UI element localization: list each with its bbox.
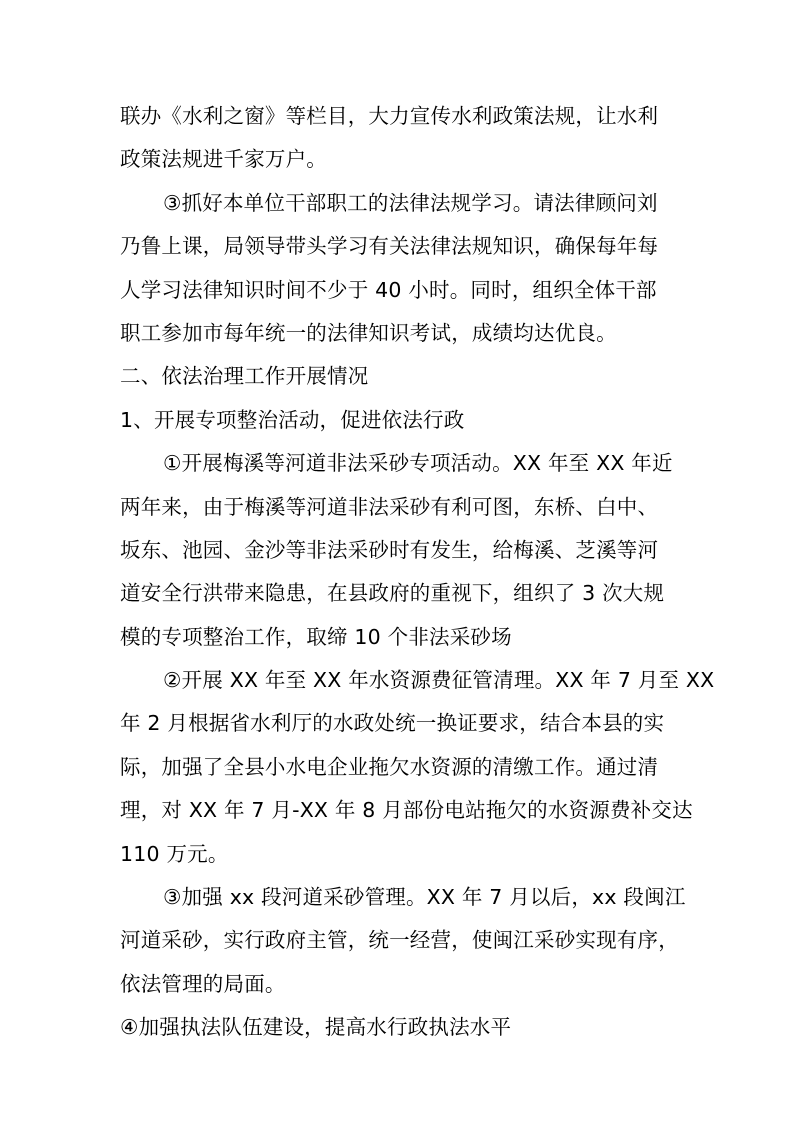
text-line: 联办《水利之窗》等栏目，大力宣传水利政策法规，让水利	[120, 104, 659, 128]
text-line: 理，对 XX 年 7 月-XX 年 8 月部份电站拖欠的水资源费补交达	[120, 798, 693, 823]
text-line: 乃鲁上课，局领导带头学习有关法律法规知识，确保每年每	[120, 234, 659, 259]
text-line: ②开展 XX 年至 XX 年水资源费征管清理。XX 年 7 月至 XX	[163, 668, 715, 693]
text-line: 模的专项整治工作，取缔 10 个非法采砂场	[120, 624, 512, 649]
text-line: 两年来，由于梅溪等河道非法采砂有利可图，东桥、白中、	[120, 494, 659, 519]
text-line: ③加强 xx 段河道采砂管理。XX 年 7 月以后，xx 段闽江	[163, 885, 686, 910]
document-body	[120, 95, 715, 1050]
text-line: ①开展梅溪等河道非法采砂专项活动。XX 年至 XX 年近	[163, 451, 673, 476]
text-line: 坂东、池园、金沙等非法采砂时有发生，给梅溪、芝溪等河	[120, 537, 659, 562]
text-line: 110 万元。	[120, 841, 229, 866]
text-line: 依法管理的局面。	[120, 971, 286, 996]
text-line: 人学习法律知识时间不少于 40 小时。同时，组织全体干部	[120, 277, 657, 302]
text-line: ③抓好本单位干部职工的法律法规学习。请法律顾问刘	[163, 190, 658, 215]
text-line: 道安全行洪带来隐患，在县政府的重视下，组织了 3 次大规	[120, 581, 665, 606]
subsection-heading: ④加强执法队伍建设，提高水行政执法水平	[120, 1015, 512, 1040]
text-line: 年 2 月根据省水利厅的水政处统一换证要求，结合本县的实	[120, 711, 665, 736]
text-line: 际，加强了全县小水电企业拖欠水资源的清缴工作。通过清	[120, 754, 659, 779]
section-heading: 二、依法治理工作开展情况	[120, 364, 369, 389]
text-line: 政策法规进千家万户。	[120, 147, 327, 172]
text-line: 职工参加市每年统一的法律知识考试，成绩均达优良。	[120, 320, 617, 345]
subsection-heading: 1、开展专项整治活动，促进依法行政	[120, 407, 465, 432]
text-line: 河道采砂，实行政府主管，统一经营，使闽江采砂实现有序，	[120, 928, 679, 953]
